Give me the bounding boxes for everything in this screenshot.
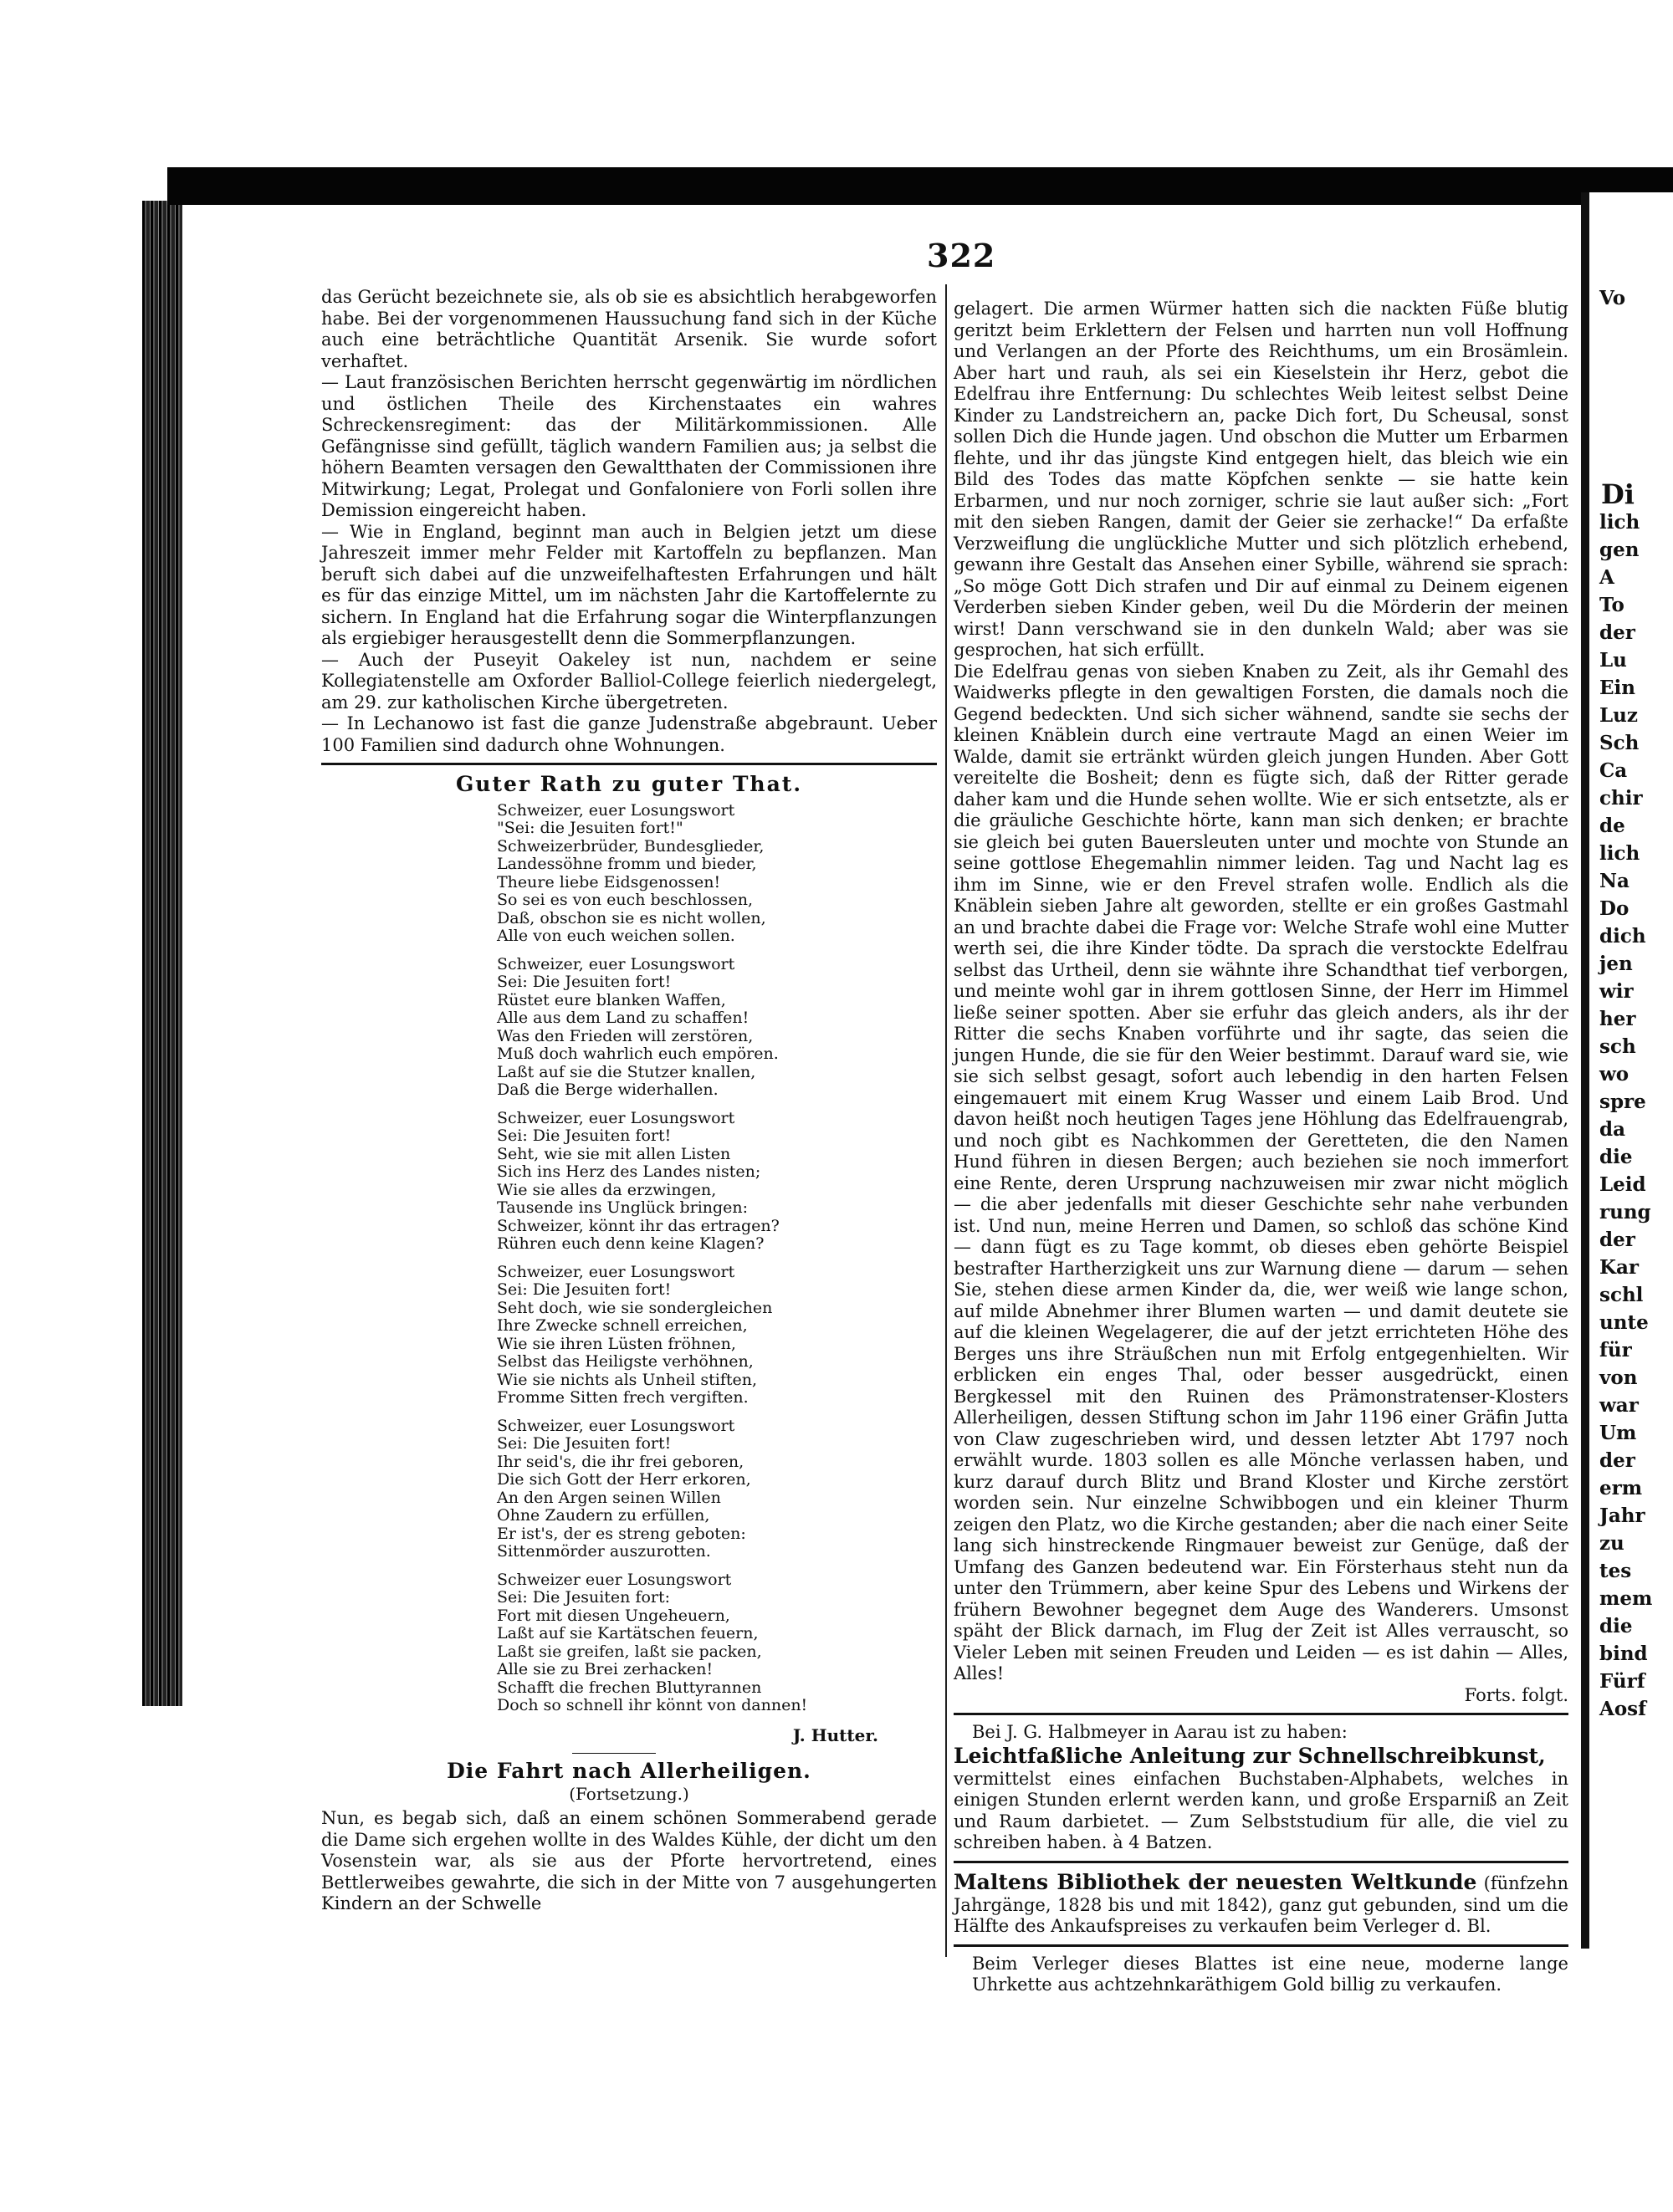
fragment-line: zu <box>1599 1532 1624 1555</box>
section-rule <box>321 763 937 765</box>
news-item: das Gerücht bezeichnete sie, als ob sie es absichtlich herabgeworfen habe. Bei der vorgenommenen Haussuchung fand sich in der Küche auch eine beträchtliche Quantität Arsenik. Sie wurde sofort verhaftet. <box>321 287 937 371</box>
fragment-line: unte <box>1599 1311 1649 1334</box>
poem-author: J. Hutter. <box>792 1724 878 1745</box>
poem-stanza <box>497 1110 937 1254</box>
top-shadow <box>167 167 1673 205</box>
fragment-line: lich <box>1599 842 1640 865</box>
fragment-line: erm <box>1599 1477 1643 1499</box>
left-column <box>321 287 937 1915</box>
advertisement <box>954 1722 1568 1854</box>
fragment-line: Fürf <box>1599 1670 1645 1693</box>
fragment-line: chir <box>1599 787 1643 810</box>
fragment-line: A <box>1599 566 1614 589</box>
fragment-line: Kar <box>1599 1256 1640 1279</box>
fragment-line: sch <box>1599 1035 1636 1058</box>
ad-body: vermittelst eines einfachen Buchstaben-Alphabets, welches in einigen Stunden erlernt werden kann, und große Ersparniß an Zeit und Raum darbietet. — Zum Selbststudium für alle, die viel zu schreiben haben. à 4 Batzen. <box>954 1768 1568 1852</box>
fragment-line: Aosf <box>1599 1698 1647 1720</box>
news-item: — Laut französischen Berichten herrscht gegenwärtig im nördlichen und östlichen Theile des Kirchenstaates ein wahres Schreckensregiment: das der Militärkommissionen. Alle Gefängnisse sind gefüllt, täglich wandern Familien aus; ja selbst die höhern Beamten versagen den Gewaltthaten der Commissionen ihre Mitwirkung; Legat, Prolegat und Gonfaloniere von Forli sollen ihre Demission eingereicht haben. <box>321 372 937 520</box>
stanza-text: Schweizer euer Losungswort Sei: Die Jesuiten fort: Fort mit diesen Ungeheuern, Laßt auf sie Kartätschen feuern, Laßt sie greifen, laßt sie packen, Alle sie zu Brei zerhacken! Schafft die frechen Bluttyrannen Doch so schnell ihr könnt von dannen! <box>497 1570 808 1714</box>
fragment-line: Na <box>1599 870 1630 892</box>
poem-stanza <box>497 1418 937 1561</box>
ad-body: (fünfzehn Jahrgänge, 1828 bis und mit 1842), ganz gut gebunden, sind um die Hälfte des Ankaufspreises zu verkaufen beim Verleger d. Bl. <box>954 1872 1569 1936</box>
poem-stanza <box>497 1571 937 1715</box>
story-title: Die Fahrt nach Allerheiligen. <box>447 1759 811 1783</box>
fragment-line: Um <box>1599 1422 1637 1444</box>
fragment-line: jen <box>1599 953 1633 975</box>
fragment-line: lich <box>1599 511 1640 534</box>
poem-stanza <box>497 802 937 946</box>
section-rule <box>954 1861 1568 1863</box>
right-column <box>954 299 1568 1996</box>
fragment-line: Luz <box>1599 704 1638 727</box>
fragment-line: To <box>1599 594 1624 616</box>
continued-note: Forts. folgt. <box>1464 1684 1568 1705</box>
fragment-line: der <box>1599 1229 1635 1251</box>
fragment-line: Do <box>1599 897 1630 920</box>
fragment-line: tes <box>1599 1560 1632 1582</box>
stanza-text: Schweizer, euer Losungswort Sei: Die Jesuiten fort! Seht doch, wie sie sondergleichen Ihre Zwecke schnell erreichen, Wie sie ihren Lüsten fröhnen, Selbst das Heiligste verhöhnen, Wie sie nichts als Unheil stiften, Fromme Sitten frech vergiften. <box>497 1262 773 1407</box>
fragment-line: her <box>1599 1008 1636 1030</box>
fragment-line: wo <box>1599 1063 1630 1086</box>
fragment-line: Sch <box>1599 732 1640 754</box>
fragment-line: Ein <box>1599 677 1635 699</box>
fragment-heading: Di <box>1601 478 1635 510</box>
fragment-line: rung <box>1599 1201 1651 1223</box>
stanza-text: Schweizer, euer Losungswort Sei: Die Jesuiten fort! Rüstet eure blanken Waffen, Alle aus dem Land zu schaffen! Was den Frieden will zerstören, Muß doch wahrlich euch empören. Laßt auf sie die Stutzer knallen, Daß die Berge widerhallen. <box>497 954 779 1099</box>
page-number: 322 <box>927 237 996 274</box>
poem-title: Guter Rath zu guter That. <box>455 772 803 796</box>
fragment-line: Leid <box>1599 1173 1646 1196</box>
column-divider <box>945 284 947 1957</box>
fragment-line: die <box>1599 1146 1633 1168</box>
fragment-line: Ca <box>1599 759 1628 782</box>
fragment-line: spre <box>1599 1091 1646 1113</box>
story-subtitle: (Fortsetzung.) <box>569 1783 689 1804</box>
fragment-line: mem <box>1599 1587 1653 1610</box>
stanza-text: Schweizer, euer Losungswort Sei: Die Jesuiten fort! Seht, wie sie mit allen Listen Sich ins Herz des Landes nisten; Wie sie alles da erzwingen, Tausende ins Unglück bringen: Schweizer, könnt ihr das ertragen? Rühren euch denn keine Klagen? <box>497 1108 780 1253</box>
news-item: — In Lechanowo ist fast die ganze Judenstraße abgebraunt. Ueber 100 Familien sind dadurch ohne Wohnungen. <box>321 713 937 755</box>
ad-body: Beim Verleger dieses Blattes ist eine neue, moderne lange Uhrkette aus achtzehnkaräthigem Gold billig zu verkaufen. <box>972 1953 1568 1995</box>
ad-headline: Leichtfaßliche Anleitung zur Schnellschreibkunst, <box>954 1743 1546 1768</box>
section-rule <box>954 1944 1568 1947</box>
fragment-line: de <box>1599 815 1625 837</box>
next-page-fragment <box>1581 192 1673 1949</box>
advertisement <box>954 1954 1568 1996</box>
fragment-line: war <box>1599 1394 1639 1417</box>
fragment-line: bind <box>1599 1642 1648 1665</box>
fragment-line: die <box>1599 1615 1633 1637</box>
poem-stanza <box>497 1264 937 1407</box>
fragment-line: wir <box>1599 980 1634 1003</box>
story-paragraph: gelagert. Die armen Würmer hatten sich die nackten Füße blutig geritzt beim Erklettern der Felsen und harrten nun voll Hoffnung und Verlangen an der Pforte des Reichthums, um ein Brosämlein. Aber hart und rauh, als sei ein Kieselstein ihr Herz, gebot die Edelfrau ihre Entfernung: Du schlechtes Weib leitest selbst Deine Kinder zu Landstreichern an, packe Dich fort, Du Scheusal, sonst sollen Dich die Hunde jagen. Und obschon die Mutter um Erbarmen flehte, und ihr das jüngste Kind entgegen hielt, das bleich wie ein Bild des Todes das matte Köpfchen senkte — sie hatte kein Erbarmen, und nur noch zorniger, schrie sie laut außer sich: „Fort mit den sieben Rangen, damit der Geier sie zerhacke!“ Da erfaßte Verzweiflung die unglückliche Mutter und sich plötzlich erhebend, gewann ihre Gestalt das Ansehen einer Sybille, während sie sprach: „So möge Gott Dich strafen und Dir auf einmal zu Deinem eigenen Verderben sieben Kinder geben, weil Du die Mörderin der meinen wirst! Dann verschwand sie in den dunkeln Wald; aber was sie gesprochen, hat sich erfüllt. <box>954 299 1568 660</box>
fragment-line: schl <box>1599 1284 1644 1306</box>
story-paragraph: Die Edelfrau genas von sieben Knaben zu Zeit, als ihr Gemahl des Waidwerks pflegte in den gewaltigen Forsten, die damals noch die Gegend bedeckten. Und sich sicher wähnend, sandte sie sechs der kleinen Knäblein durch eine vertraute Magd an einen Weier im Walde, damit sie ertränkt würden gleich jungen Hunden. Aber Gott vereitelte die Bosheit; denn es fügte sich, daß der Ritter gerade daher kam und die Hunde sehen wollte. Wie er sich entsetzte, als er die gräuliche Geschichte hörte, kann man sich denken; er brachte sie gleich bei guten Bauersleuten unter und mochte von Stunde an seine gottlose Ehegemahlin nimmer leiden. Tag und Nacht lag es ihm im Sinne, wie er den Frevel strafen wolle. Endlich als die Knäblein sieben Jahre alt geworden, stellte er ein großes Gastmahl an und brachte dabei die Frage vor: Welche Strafe wohl eine Mutter werth sei, die ihre Kinder tödte. Da sprach die verstockte Edelfrau selbst das Urtheil, denn sie wähnte ihre Schandthat tief verborgen, und meinte wohl gar in ihrem gottlosen Sinne, der Herr im Himmel ließe seiner spotten. Aber sie erfuhr das gleich anders, als ihr der Ritter die sechs Knaben vorführte und ihr sagte, das seien die jungen Hunde, die sie für den Weier bestimmt. Darauf ward sie, wie sie sich selbst gesagt, sofort auch lebendig in den harten Felsen eingemauert mit einem Krug Wasser und einem Laib Brod. Und davon heißt noch heutigen Tages jene Höhlung das Edelfrauengrab, und noch gibt es Nachkommen der Geretteten, die den Namen Hund führen in diesen Bergen; auch beziehen sie noch immerfort eine Rente, deren Ursprung nachzuweisen mir zwar nicht möglich — die aber jedenfalls mit dieser Geschichte sehr nahe verbunden ist. Und nun, meine Herren und Damen, so schloß das schöne Kind — dann fügt es zu Tage kommt, ob dieses eben gehörte Beispiel bestrafter Hartherzigkeit uns zur Warnung diene — darum — sehen Sie, stehen diese armen Kinder da, die, wer weiß wie lange schon, auf milde Abnehmer ihrer Blumen warten — und damit deutete sie auf die kleinen Wegelagerer, die auf der jetzt errichteten Höhe des Berges uns ihre Sträußchen nun mit Erfolg entgegenhielten. Wir erblicken ein enges Thal, oder besser ausgedrückt, einen Bergkessel mit den Ruinen des Prämonstratenser-Klosters Allerheiligen, dessen Stiftung schon im Jahr 1196 einer Gräfin Jutta von Claw zugeschrieben wird, und dessen letzter Abt 1797 noch erwählt wurde. 1803 sollen es alle Mönche verlassen haben, und kurz darauf durch Blitz und Brand Kloster und Kirche zerstört worden sein. Nur einzelne Schwibbogen und ein kleiner Thurm zeigen den Platz, wo die Kirche gestanden; aber die nach einer Seite lang sich hinstreckende Ringmauer beweist zur Genüge, daß der Umfang des Ganzen bedeutend war. Ein Försterhaus steht nun da unter den Trümmern, aber keine Spur des Lebens und Wirkens der frühern Bewohner begegnet dem Auge des Wanderers. Umsonst späht der Blick darnach, im Flug der Zeit ist Alles verrauscht, so Vieler Leben mit seinen Freuden und Leiden — es ist dahin — Alles, Alles! <box>954 661 1568 1683</box>
fragment-line: Jahr <box>1599 1504 1645 1527</box>
stanza-text: Schweizer, euer Losungswort "Sei: die Jesuiten fort!" Schweizerbrüder, Bundesglieder, Landessöhne fromm und bieder, Theure liebe Eidsgenossen! So sei es von euch beschlossen, Daß, obschon sie es nicht wollen, Alle von euch weichen sollen. <box>497 800 766 945</box>
short-rule <box>572 1753 656 1754</box>
fragment-line: für <box>1599 1339 1632 1361</box>
news-item: — Wie in England, beginnt man auch in Belgien jetzt um diese Jahreszeit immer mehr Felder mit Kartoffeln zu bepflanzen. Man beruft sich dabei auf die unzweifelhaftesten Erfahrungen und hält es für das einzige Mittel, um im nächsten Jahr die Kartoffelernte zu sichern. In England hat die Erfahrung sogar die Winterpflanzungen als ergiebiger herausgestellt denn die Sommerpflanzungen. <box>321 521 937 648</box>
fragment-line: Vo <box>1599 287 1626 309</box>
fragment-line: da <box>1599 1118 1625 1141</box>
advertisement <box>954 1870 1568 1938</box>
fragment-line: dich <box>1599 925 1646 948</box>
fragment-line: gen <box>1599 539 1640 561</box>
news-item: — Auch der Puseyit Oakeley ist nun, nachdem er seine Kollegiatenstelle am Oxforder Balliol-College feierlich niedergelegt, am 29. zur katholischen Kirche übergetreten. <box>321 649 937 713</box>
fragment-line: Lu <box>1599 649 1627 672</box>
book-spine <box>142 201 182 1706</box>
fragment-line: der <box>1599 621 1635 644</box>
ad-headline: Maltens Bibliothek der neuesten Weltkunde <box>954 1869 1477 1894</box>
fragment-line: von <box>1599 1367 1638 1389</box>
poem-stanza <box>497 956 937 1100</box>
story-paragraph: Nun, es begab sich, daß an einem schönen Sommerabend gerade die Dame sich ergehen wollte in des Waldes Kühle, der dicht um den Vosenstein war, als sie aus der Pforte hervortretend, eines Bettlerweibes gewahrte, die sich in der Mitte von 7 ausgehungerten Kindern an der Schwelle <box>321 1808 937 1913</box>
section-rule <box>954 1713 1568 1715</box>
stanza-text: Schweizer, euer Losungswort Sei: Die Jesuiten fort! Ihr seid's, die ihr frei geboren, Die sich Gott der Herr erkoren, An den Argen seinen Willen Ohne Zaudern zu erfüllen, Er ist's, der es streng geboten: Sittenmörder auszurotten. <box>497 1416 751 1561</box>
ad-intro: Bei J. G. Halbmeyer in Aarau ist zu haben: <box>972 1722 1348 1742</box>
fragment-line: der <box>1599 1449 1635 1472</box>
